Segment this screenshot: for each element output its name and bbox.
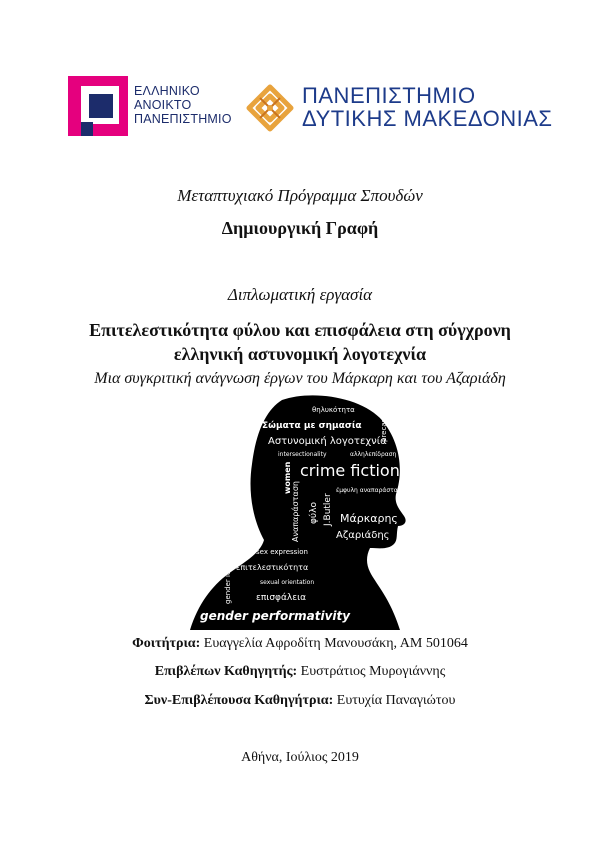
title-line-1: Επιτελεστικότητα φύλου και επισφάλεια στη σύγχρονη [89, 320, 511, 340]
wc-word: Μάρκαρης [340, 512, 398, 525]
wc-word: επιτελεστικότητα [236, 563, 309, 572]
uowm-line-1: ΠΑΝΕΠΙΣΤΗΜΙΟ [302, 83, 476, 108]
wc-word: intersectionality [278, 451, 327, 458]
wc-word: precarity [380, 410, 388, 442]
eap-line-3: ΠΑΝΕΠΙΣΤΗΜΙΟ [134, 112, 232, 126]
wc-word: gender performativity [200, 609, 351, 623]
wc-word: επισφάλεια [256, 593, 307, 603]
wc-word: Αζαριάδης [336, 530, 390, 541]
thesis-subtitle: Μια συγκριτική ανάγνωση έργων του Μάρκαρη και του Αζαριάδη [94, 370, 506, 387]
uowm-logo-text [302, 84, 553, 130]
wc-word: women [283, 461, 292, 494]
co-supervisor-label: Συν-Επιβλέπουσα Καθηγήτρια: [144, 693, 334, 708]
uowm-line-2: ΔΥΤΙΚΗΣ ΜΑΚΕΔΟΝΙΑΣ [302, 106, 553, 131]
title-line-2: ελληνική αστυνομική λογοτεχνία [173, 344, 427, 364]
eap-logo-icon [68, 76, 128, 136]
student-value: Ευαγγελία Αφροδίτη Μανουσάκη, ΑΜ 501064 [203, 636, 468, 651]
wc-word: Αναπαράσταση [291, 481, 300, 542]
thesis-title [0, 318, 600, 366]
wc-word: φύλο [309, 502, 319, 524]
wc-word: Σώματα με σημασία [262, 421, 362, 431]
wc-word: sex expression [256, 548, 308, 556]
student-line [0, 636, 600, 652]
co-supervisor-value: Ευτυχία Παναγιώτου [336, 693, 456, 708]
supervisor-value: Ευστράτιος Μυρογιάννης [300, 664, 446, 679]
eap-line-2: ΑΝΟΙΚΤΟ [134, 98, 192, 112]
thesis-type: Διπλωματική εργασία [227, 285, 373, 304]
wc-word: gender identity [224, 550, 232, 604]
eap-logo-text [134, 84, 232, 126]
wc-word: αλληλεπίδραση [350, 451, 397, 458]
student-label: Φοιτήτρια: [132, 636, 201, 651]
wc-word: crime fiction [300, 461, 400, 480]
eap-line-1: ΕΛΛΗΝΙΚΟ [134, 84, 200, 98]
co-supervisor-line [0, 693, 600, 709]
uowm-logo-icon [246, 84, 294, 132]
wc-word: έμφυλη αναπαράσταση [336, 487, 406, 494]
program-label: Μεταπτυχιακό Πρόγραμμα Σπουδών [177, 186, 423, 205]
wc-word: θηλυκότητα [312, 406, 355, 414]
wc-word: J.Butler [323, 493, 333, 526]
place-date: Αθήνα, Ιούλιος 2019 [241, 750, 359, 765]
word-cloud-silhouette [190, 392, 420, 630]
supervisor-label: Επιβλέπων Καθηγητής: [154, 664, 298, 679]
program-name: Δημιουργική Γραφή [221, 218, 379, 238]
wc-word: Αστυνομική λογοτεχνία [268, 436, 387, 447]
supervisor-line [0, 664, 600, 680]
wc-word: sexual orientation [260, 579, 315, 586]
